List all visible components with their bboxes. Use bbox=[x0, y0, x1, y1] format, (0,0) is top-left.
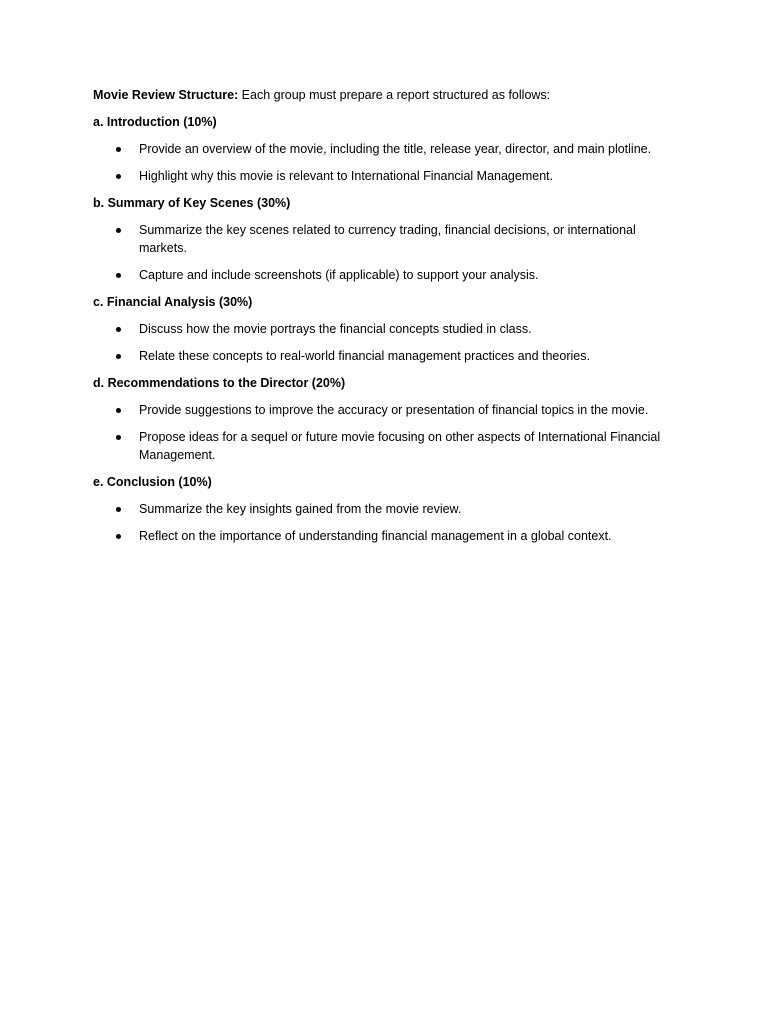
bullet-text: Highlight why this movie is relevant to International Financial Management. bbox=[139, 169, 554, 183]
intro-paragraph bbox=[93, 86, 693, 104]
bullet-item bbox=[93, 320, 679, 338]
bullet-list bbox=[93, 401, 693, 464]
bullet-icon bbox=[116, 273, 121, 278]
bullet-text: Propose ideas for a sequel or future movie focusing on other aspects of International Financial Management. bbox=[139, 430, 661, 462]
bullet-text: Provide suggestions to improve the accuracy or presentation of financial topics in the movie. bbox=[139, 403, 649, 417]
section-conclusion bbox=[93, 473, 693, 545]
bullet-icon bbox=[116, 354, 121, 359]
bullet-icon bbox=[116, 228, 121, 233]
intro-label: Movie Review Structure: bbox=[93, 88, 239, 102]
bullet-list bbox=[93, 500, 693, 545]
bullet-text: Summarize the key scenes related to currency trading, financial decisions, or international markets. bbox=[139, 223, 636, 255]
bullet-item bbox=[93, 527, 679, 545]
bullet-item bbox=[93, 500, 679, 518]
bullet-list bbox=[93, 221, 693, 284]
bullet-icon bbox=[116, 327, 121, 332]
bullet-icon bbox=[116, 174, 121, 179]
bullet-icon bbox=[116, 408, 121, 413]
intro-text: Each group must prepare a report structured as follows: bbox=[238, 88, 551, 102]
bullet-item bbox=[93, 428, 679, 464]
bullet-text: Relate these concepts to real-world financial management practices and theories. bbox=[139, 349, 590, 363]
section-financial-analysis bbox=[93, 293, 693, 365]
section-recommendations bbox=[93, 374, 693, 464]
bullet-text: Discuss how the movie portrays the financial concepts studied in class. bbox=[139, 322, 532, 336]
bullet-icon bbox=[116, 435, 121, 440]
bullet-icon bbox=[116, 507, 121, 512]
bullet-text: Provide an overview of the movie, including the title, release year, director, and main plotline. bbox=[139, 142, 652, 156]
bullet-item bbox=[93, 140, 679, 158]
section-introduction bbox=[93, 113, 693, 185]
bullet-text: Capture and include screenshots (if applicable) to support your analysis. bbox=[139, 268, 539, 282]
section-heading: d. Recommendations to the Director (20%) bbox=[93, 376, 346, 390]
bullet-text: Reflect on the importance of understanding financial management in a global context. bbox=[139, 529, 612, 543]
section-key-scenes bbox=[93, 194, 693, 284]
bullet-item bbox=[93, 266, 679, 284]
bullet-item bbox=[93, 167, 679, 185]
bullet-item bbox=[93, 347, 679, 365]
bullet-list bbox=[93, 320, 693, 365]
bullet-item bbox=[93, 401, 679, 419]
section-heading: e. Conclusion (10%) bbox=[93, 475, 212, 489]
bullet-icon bbox=[116, 147, 121, 152]
bullet-text: Summarize the key insights gained from the movie review. bbox=[139, 502, 462, 516]
section-heading: c. Financial Analysis (30%) bbox=[93, 295, 253, 309]
bullet-item bbox=[93, 221, 679, 257]
bullet-icon bbox=[116, 534, 121, 539]
section-heading: a. Introduction (10%) bbox=[93, 115, 217, 129]
document-page bbox=[93, 86, 693, 554]
bullet-list bbox=[93, 140, 693, 185]
section-heading: b. Summary of Key Scenes (30%) bbox=[93, 196, 291, 210]
